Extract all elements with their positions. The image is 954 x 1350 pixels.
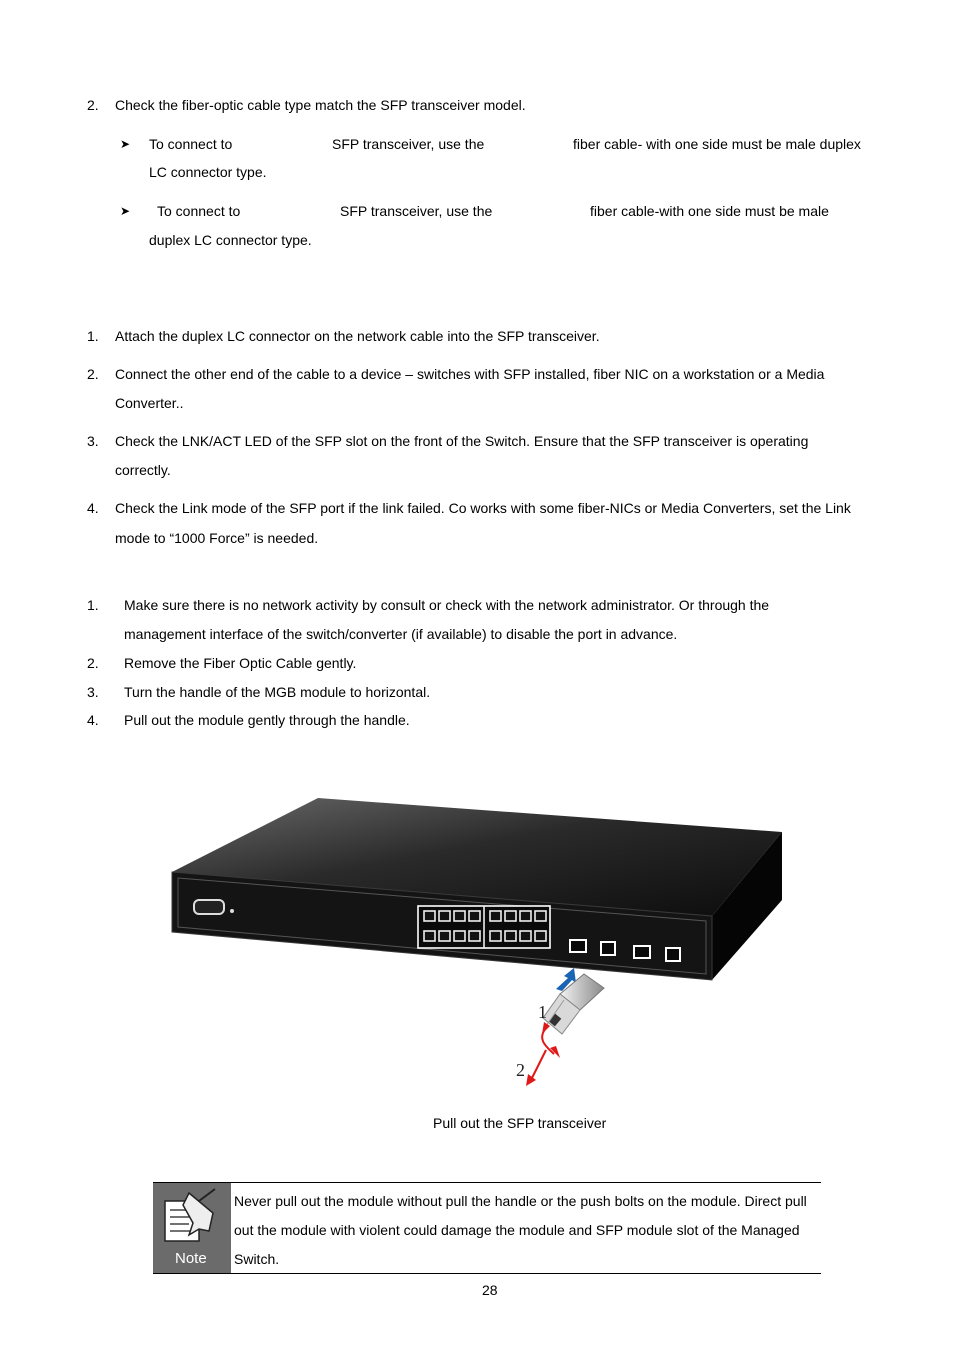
- page-number: 28: [482, 1282, 498, 1298]
- switch-illustration: [160, 790, 800, 1100]
- step-text: Check the LNK/ACT LED of the SFP slot on the front of the Switch. Ensure that the SFP transceiver is operating: [115, 433, 809, 449]
- step-text: Check the Link mode of the SFP port if the link failed. Co works with some fiber-NICs or Media Converters, set the Link: [115, 500, 851, 516]
- step-number: 2.: [87, 366, 99, 382]
- step-text: Check the fiber-optic cable type match the SFP transceiver model.: [115, 97, 526, 113]
- bullet-text-part: To connect to: [157, 203, 241, 219]
- rj45-port-block: [418, 906, 550, 948]
- step-number: 3.: [87, 433, 99, 449]
- figure-caption: Pull out the SFP transceiver: [433, 1115, 607, 1131]
- step-text-continuation: mode to “1000 Force” is needed.: [115, 530, 319, 546]
- step-text-continuation: correctly.: [115, 462, 171, 478]
- step-number: 1.: [87, 597, 99, 613]
- bullet-text-part: fiber cable- with one side must be male duplex: [573, 136, 861, 152]
- step-number: 2.: [87, 655, 99, 671]
- bullet-text-continuation: duplex LC connector type.: [149, 232, 312, 248]
- step-number: 4.: [87, 500, 99, 516]
- sfp-module: [543, 974, 604, 1034]
- step-text-continuation: management interface of the switch/converter (if available) to disable the port in advance.: [124, 626, 678, 642]
- note-icon: [153, 1183, 231, 1273]
- notepad-pen-icon: [153, 1183, 231, 1273]
- bullet-text-continuation: LC connector type.: [149, 164, 267, 180]
- step-text: Connect the other end of the cable to a device – switches with SFP installed, fiber NIC on a workstation or a Media: [115, 366, 825, 382]
- step-text: Turn the handle of the MGB module to horizontal.: [124, 684, 431, 700]
- bullet-text-part: SFP transceiver, use the: [332, 136, 485, 152]
- note-icon-label: Note: [175, 1250, 207, 1267]
- bullet-arrow-icon: ➤: [120, 137, 131, 151]
- note-box: [153, 1182, 821, 1274]
- step-text: Remove the Fiber Optic Cable gently.: [124, 655, 357, 671]
- step-text: Make sure there is no network activity by consult or check with the network administrator. Or through the: [124, 597, 770, 613]
- bullet-text-part: To connect to: [149, 136, 233, 152]
- step-number: 4.: [87, 712, 99, 728]
- step-number: 1.: [87, 328, 99, 344]
- bullet-text-part: SFP transceiver, use the: [340, 203, 493, 219]
- step-number: 2.: [87, 97, 99, 113]
- step-text: Attach the duplex LC connector on the network cable into the SFP transceiver.: [115, 328, 600, 344]
- step-text: Pull out the module gently through the handle.: [124, 712, 410, 728]
- bullet-arrow-icon: ➤: [120, 204, 131, 218]
- figure-step-label: 2: [516, 1060, 525, 1080]
- note-text: Never pull out the module without pull the handle or the push bolts on the module. Direct pull out the module with violent could damage the module and SFP module slot of the Managed Switch.: [234, 1193, 807, 1267]
- step-number: 3.: [87, 684, 99, 700]
- figure-step-label: 1: [538, 1002, 547, 1022]
- bullet-text-part: fiber cable-with one side must be male: [590, 203, 829, 219]
- step-text-continuation: Converter..: [115, 395, 184, 411]
